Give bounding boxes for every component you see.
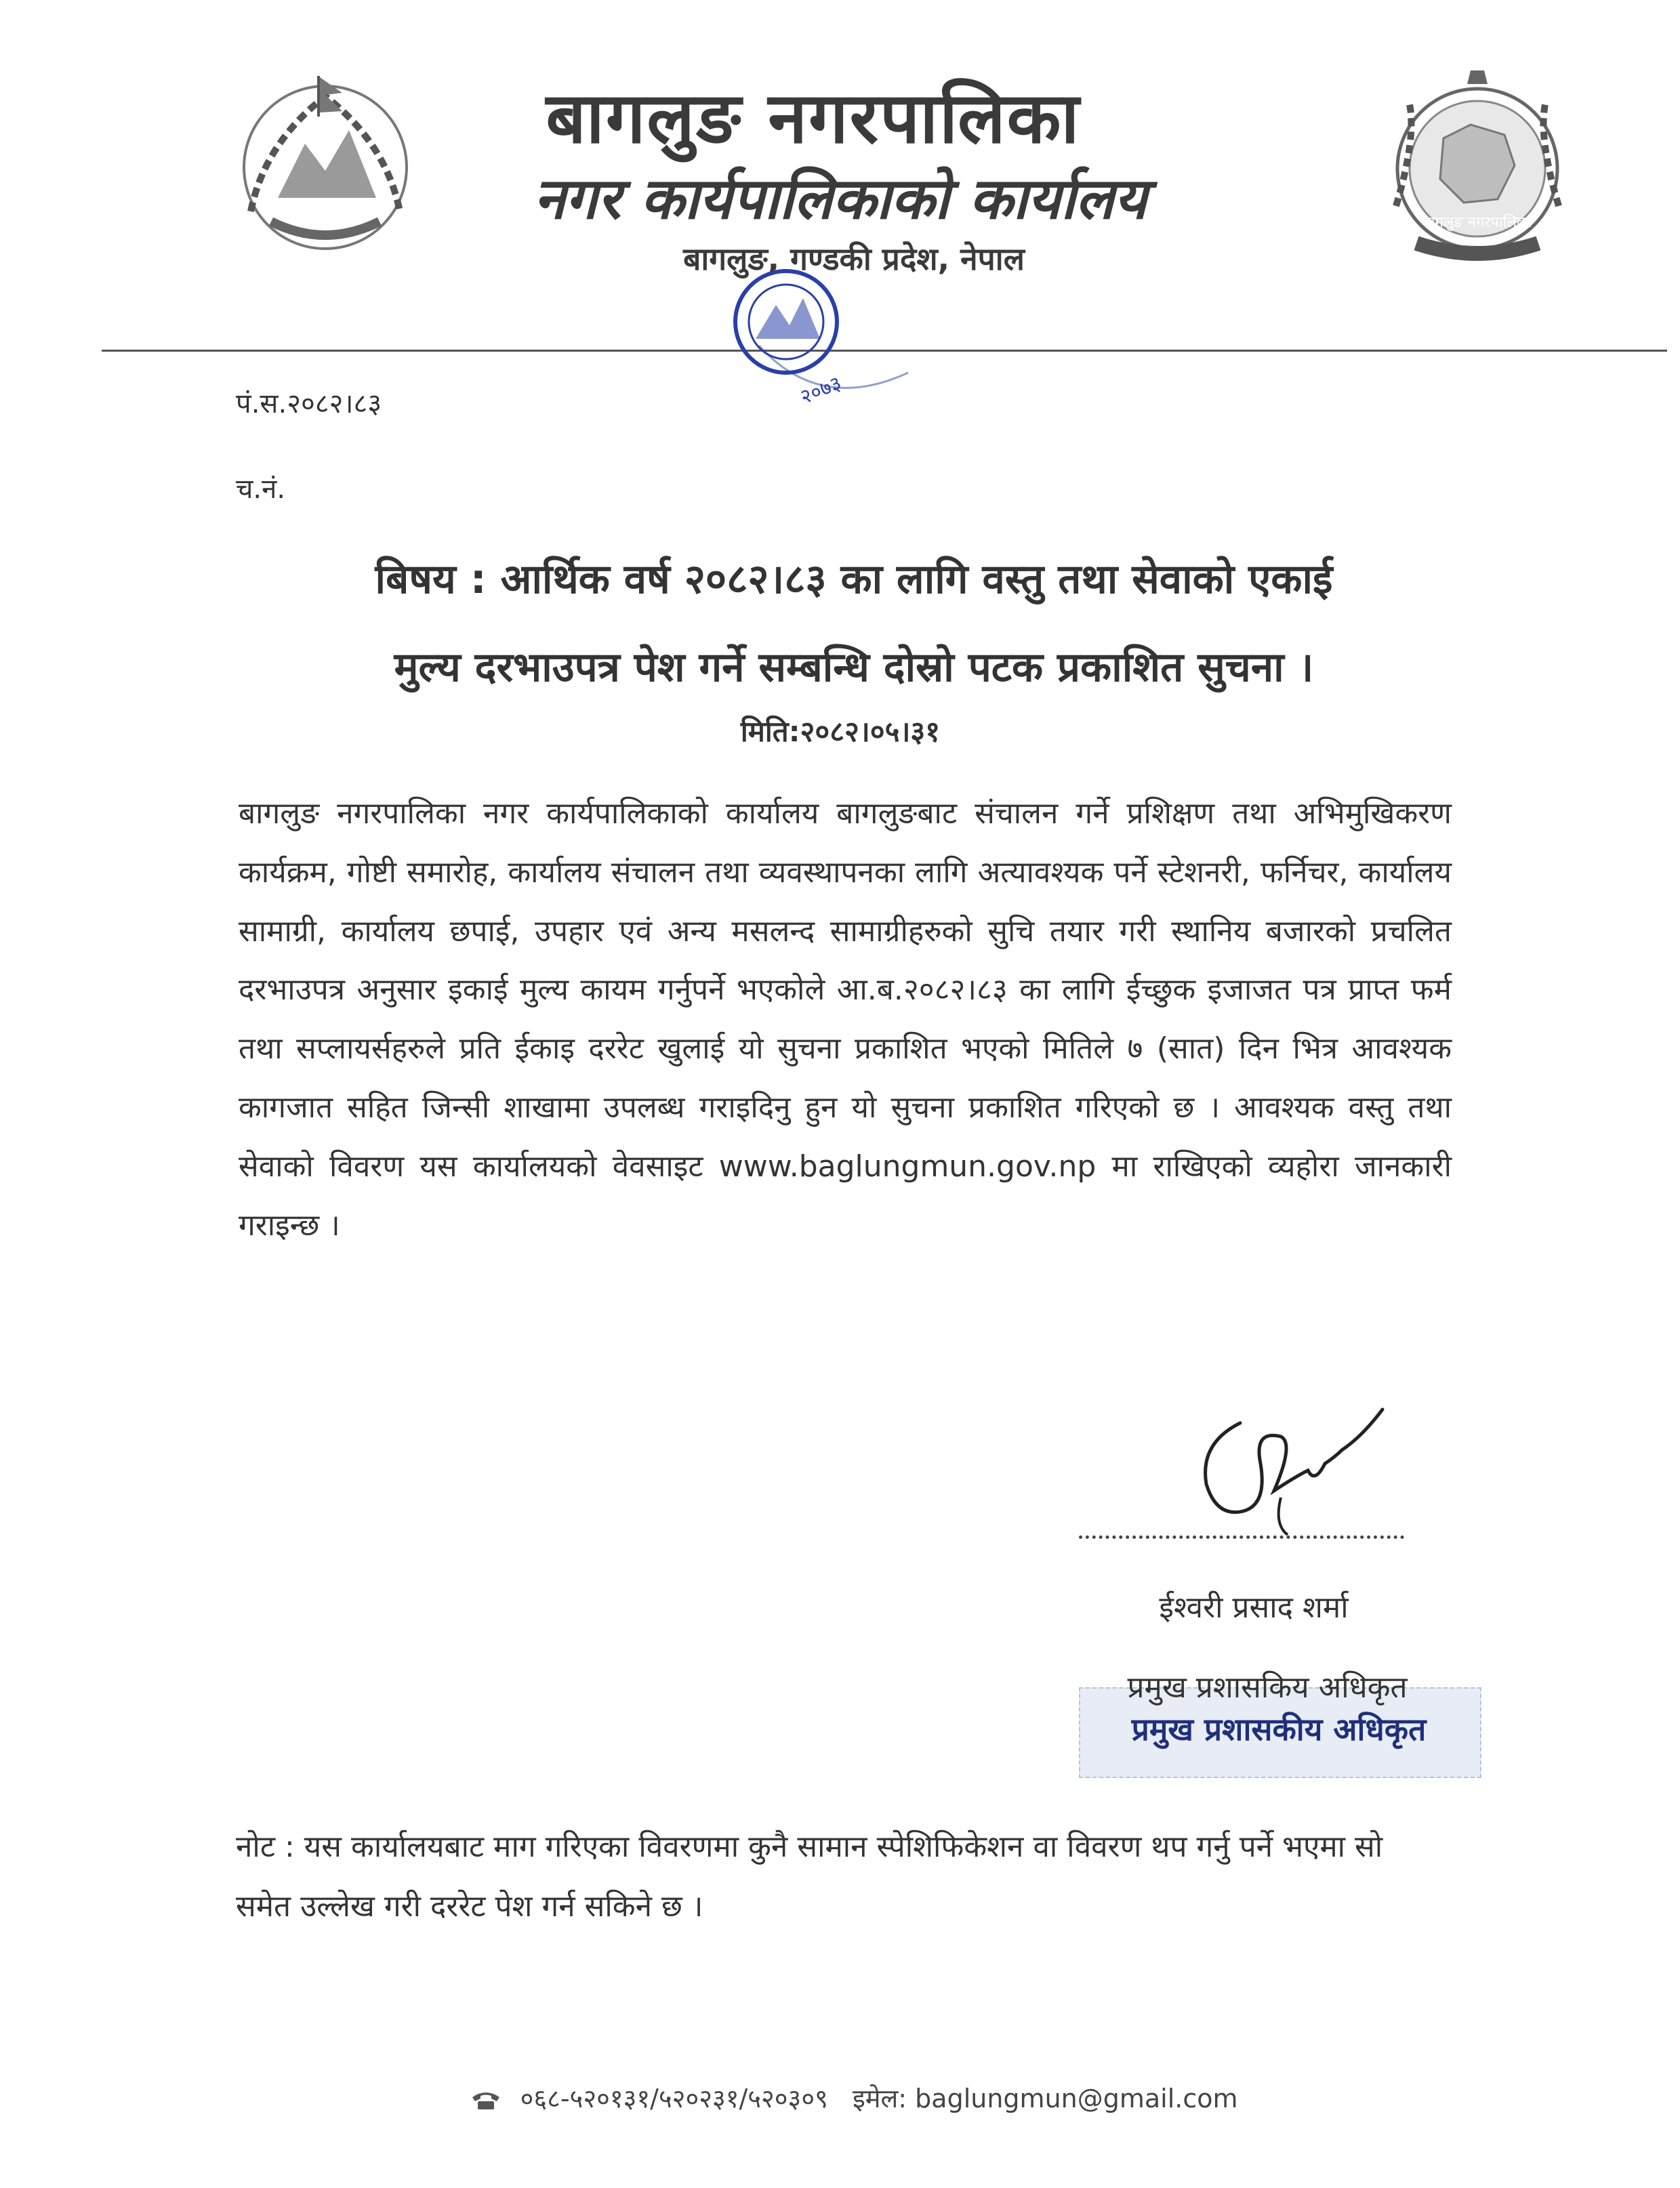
notice-date: मिति:२०८२।०५।३१ (740, 715, 941, 748)
signer-name: ईश्वरी प्रसाद शर्मा (1159, 1590, 1349, 1625)
notice-body: बागलुङ नगरपालिका नगर कार्यपालिकाको कार्यालय बागलुङबाट संचालन गर्ने प्रशिक्षण तथा अभिमुखिकरण कार्यक्रम, गोष्टी समारोह, कार्यालय संचालन तथा व्यवस्थापनका लागि अत्यावश्यक पर्ने स्टेशनरी, फर्निचर, कार्यालय सामाग्री, कार्यालय छपाई, उपहार एवं अन्य मसलन्द सामाग्रीहरुको सुचि तयार गरी स्थानिय बजारको प्रचलित दरभाउपत्र अनुसार इकाई मुल्य कायम गर्नुपर्ने भएकोले आ.ब.२०८२।८३ का लागि ईच्छुक इजाजत पत्र प्राप्त फर्म तथा सप्लायर्सहरुले प्रति ईकाइ दररेट खुलाई यो सुचना प्रकाशित भएको मितिले ७ (सात) दिन भित्र आवश्यक कागजात सहित जिन्सी शाखामा उपलब्ध गराइदिनु हुन यो सुचना प्रकाशित गरिएको छ । आवश्यक वस्तु तथा सेवाको विवरण यस कार्यालयको वेवसाइट www.baglungmun.gov.np मा राखिएको व्यहोरा जानकारी गराइन्छ । (239, 796, 1452, 1243)
subject-line-2: मुल्य दरभाउपत्र पेश गर्ने सम्बन्धि दोस्रो पटक प्रकाशित सुचना । (394, 644, 1314, 691)
municipality-logo-icon (1369, 57, 1586, 274)
signature-line (1079, 1535, 1404, 1539)
handwritten-signature (1179, 1382, 1403, 1538)
organization-name: बागलुङ नगरपालिका (546, 77, 1081, 159)
phone-icon (470, 2090, 502, 2111)
stamp-year: २०७३ (796, 371, 845, 410)
chalani-number: च.नं. (236, 474, 286, 505)
right-emblem-ribbon-text: बागलुङ नगरपालिका (1422, 214, 1532, 231)
email-address[interactable]: baglungmun@gmail.com (915, 2084, 1238, 2113)
notice-note: नोट : यस कार्यालयबाट माग गरिएका विवरणमा कुनै सामान स्पेशिफिकेशन वा विवरण थप गर्नु पर्ने भएमा सो समेत उल्लेख गरी दररेट पेश गर्न सकिने छ । (236, 1830, 1383, 1924)
phone-numbers: ०६८-५२०१३१/५२०२३१/५२०३०९ (520, 2084, 828, 2113)
designation-stamp-text: प्रमुख प्रशासकीय अधिकृत (1131, 1711, 1427, 1748)
office-address: बागलुङ, गण्डकी प्रदेश, नेपाल (683, 241, 1025, 277)
email-label: इमेल: (853, 2084, 907, 2113)
subject-line-1: बिषय : आर्थिक वर्ष २०८२।८३ का लागि वस्तु तथा सेवाको एकाई (375, 556, 1333, 603)
office-stamp (684, 257, 969, 461)
patra-sankhya: पं.स.२०८२।८३ (236, 388, 382, 419)
nepal-emblem-icon (224, 62, 427, 266)
contact-footer (447, 2080, 1261, 2115)
subject-heading (271, 535, 1437, 711)
signer-title: प्रमुख प्रशासकिय अधिकृत (1127, 1670, 1408, 1705)
office-name: नगर कार्यपालिकाको कार्यालय (533, 165, 1147, 232)
